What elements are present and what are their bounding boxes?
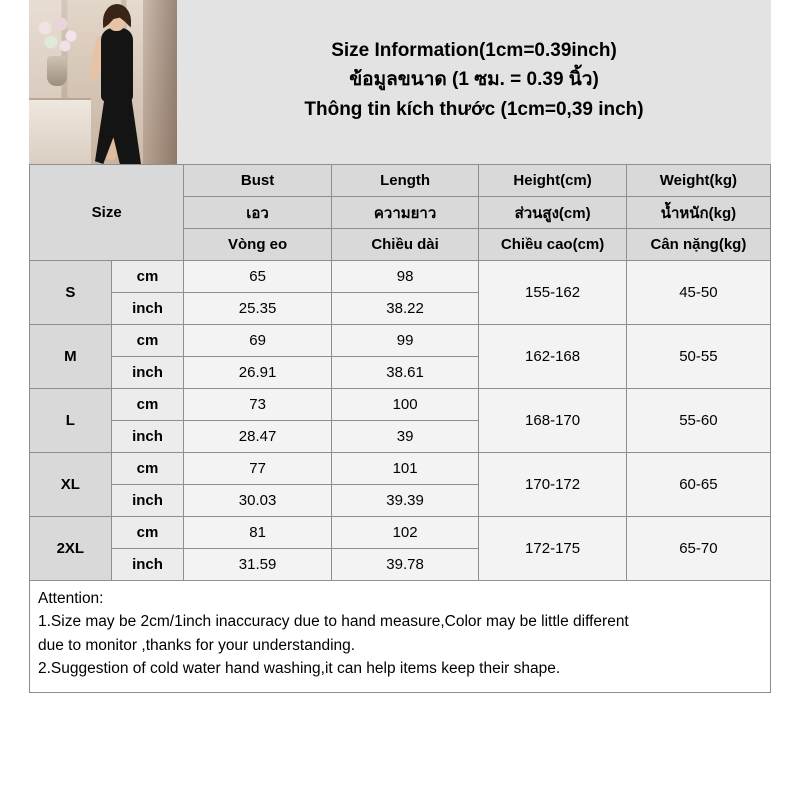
table-row	[30, 325, 771, 357]
header-bust-en: Bust	[184, 165, 332, 197]
bust-inch-m: 26.91	[184, 357, 332, 389]
weight-2xl: 65-70	[626, 517, 770, 581]
bust-cm-xl: 77	[184, 453, 332, 485]
bust-cm-m: 69	[184, 325, 332, 357]
bust-cm-2xl: 81	[184, 517, 332, 549]
unit-cm: cm	[111, 389, 184, 421]
unit-inch: inch	[111, 421, 184, 453]
row-size-m: M	[30, 325, 112, 389]
height-xl: 170-172	[479, 453, 627, 517]
height-m: 162-168	[479, 325, 627, 389]
length-cm-m: 99	[331, 325, 479, 357]
attention-line-1: 1.Size may be 2cm/1inch inaccuracy due to hand measure,Color may be little different	[38, 613, 629, 631]
unit-cm: cm	[111, 453, 184, 485]
model-dress-top	[101, 28, 133, 102]
height-l: 168-170	[479, 389, 627, 453]
header-bust-th: เอว	[184, 197, 332, 229]
unit-inch: inch	[111, 549, 184, 581]
weight-xl: 60-65	[626, 453, 770, 517]
title-block	[177, 0, 771, 164]
table-row	[30, 453, 771, 485]
unit-cm: cm	[111, 261, 184, 293]
attention-line-3: 2.Suggestion of cold water hand washing,it can help items keep their shape.	[38, 659, 561, 677]
title-th: ข้อมูลขนาด (1 ซม. = 0.39 นิ้ว)	[349, 69, 599, 91]
photo-model	[81, 6, 155, 164]
row-size-s: S	[30, 261, 112, 325]
header-height-th: ส่วนสูง(cm)	[479, 197, 627, 229]
weight-l: 55-60	[626, 389, 770, 453]
length-cm-s: 98	[331, 261, 479, 293]
table-row	[30, 389, 771, 421]
photo-vase	[47, 56, 67, 86]
bust-inch-s: 25.35	[184, 293, 332, 325]
size-header-cell: Size	[30, 165, 184, 261]
weight-s: 45-50	[626, 261, 770, 325]
bust-cm-s: 65	[184, 261, 332, 293]
header-bust-vi: Vòng eo	[184, 229, 332, 261]
unit-cm: cm	[111, 517, 184, 549]
length-cm-2xl: 102	[331, 517, 479, 549]
weight-m: 50-55	[626, 325, 770, 389]
header-length-en: Length	[331, 165, 479, 197]
header-length-vi: Chiều dài	[331, 229, 479, 261]
height-2xl: 172-175	[479, 517, 627, 581]
header-height-vi: Chiều cao(cm)	[479, 229, 627, 261]
attention-title: Attention:	[38, 590, 104, 607]
length-inch-l: 39	[331, 421, 479, 453]
product-photo	[29, 0, 177, 164]
length-inch-s: 38.22	[331, 293, 479, 325]
header-weight-vi: Cân nặng(kg)	[626, 229, 770, 261]
table-row	[30, 261, 771, 293]
header-height-en: Height(cm)	[479, 165, 627, 197]
length-cm-xl: 101	[331, 453, 479, 485]
size-table	[29, 164, 771, 581]
title-en: Size Information(1cm=0.39inch)	[331, 39, 617, 61]
height-s: 155-162	[479, 261, 627, 325]
model-dress-skirt	[95, 94, 141, 164]
length-cm-l: 100	[331, 389, 479, 421]
unit-inch: inch	[111, 357, 184, 389]
header-weight-th: น้ำหนัก(kg)	[626, 197, 770, 229]
bust-inch-xl: 30.03	[184, 485, 332, 517]
header	[29, 0, 771, 164]
bust-inch-l: 28.47	[184, 421, 332, 453]
unit-cm: cm	[111, 325, 184, 357]
length-inch-2xl: 39.78	[331, 549, 479, 581]
table-row	[30, 517, 771, 549]
header-weight-en: Weight(kg)	[626, 165, 770, 197]
unit-inch: inch	[111, 293, 184, 325]
row-size-2xl: 2XL	[30, 517, 112, 581]
attention-line-2: due to monitor ,thanks for your understanding.	[38, 636, 356, 654]
photo-flowers	[35, 18, 81, 58]
length-inch-m: 38.61	[331, 357, 479, 389]
title-vi: Thông tin kích thước (1cm=0,39 inch)	[304, 98, 644, 120]
bust-cm-l: 73	[184, 389, 332, 421]
row-size-l: L	[30, 389, 112, 453]
row-size-xl: XL	[30, 453, 112, 517]
unit-inch: inch	[111, 485, 184, 517]
length-inch-xl: 39.39	[331, 485, 479, 517]
header-length-th: ความยาว	[331, 197, 479, 229]
table-header-row-en	[30, 165, 771, 197]
bust-inch-2xl: 31.59	[184, 549, 332, 581]
attention-box	[29, 581, 771, 693]
